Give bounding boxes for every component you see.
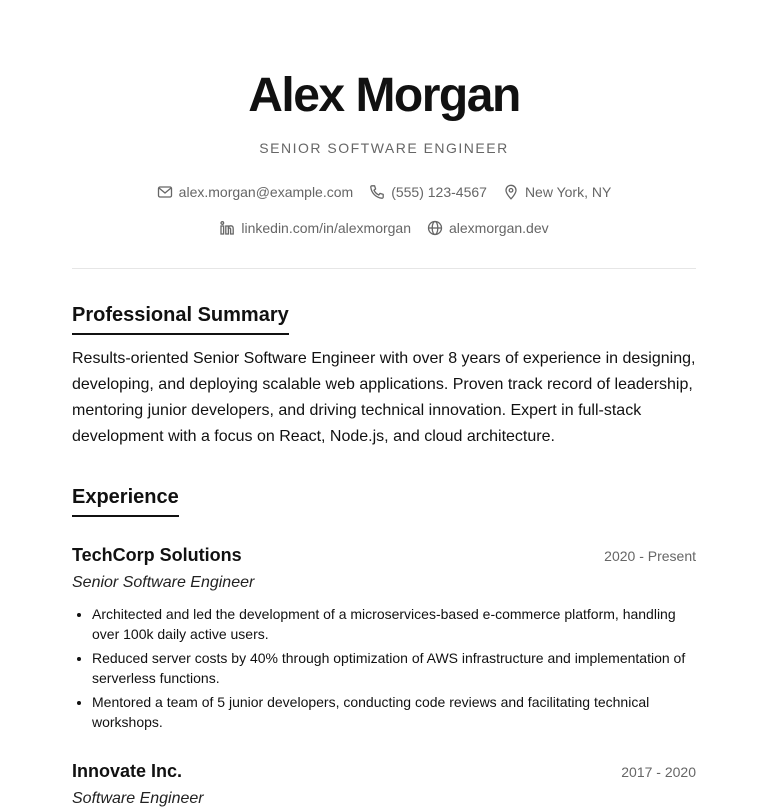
location-text: New York, NY: [524, 184, 612, 200]
linkedin-text: linkedin.com/in/alexmorgan: [241, 220, 411, 236]
job-header: [72, 543, 696, 567]
job-bullet: • Mentored a team of 5 junior developers, conducting code reviews and facilitating technical workshops.: [92, 692, 696, 732]
website-text: alexmorgan.dev: [449, 220, 549, 236]
summary-heading: Professional Summary: [72, 302, 289, 335]
job-bullet: • Reduced server costs by 40% through optimization of AWS infrastructure and implementation of serverless functions.: [92, 648, 696, 688]
contact-row-primary: [0, 182, 768, 202]
linkedin-icon: [219, 220, 235, 236]
email-text: alex.morgan@example.com: [178, 184, 354, 200]
linkedin-contact[interactable]: [219, 218, 411, 238]
phone-text: (555) 123-4567: [391, 184, 487, 200]
job-bullet: • Architected and led the development of a microservices-based e-commerce platform, handling over 100k daily active users.: [92, 604, 696, 644]
candidate-name: Alex Morgan: [248, 69, 520, 122]
globe-icon: [427, 220, 443, 236]
phone-contact[interactable]: [369, 182, 487, 202]
job-role: Software Engineer: [72, 790, 204, 807]
phone-icon: [369, 184, 385, 200]
header-divider: [72, 268, 696, 269]
summary-text: Results-oriented Senior Software Engineer with over 8 years of experience in designing, developing, and deploying scalable web applications. Proven track record of leadership, mentoring junior developers, and driving technical innovation. Expert in full-stack development with a focus on React, Node.js, and cloud architecture.: [72, 350, 696, 445]
company-name: Innovate Inc.: [72, 761, 183, 781]
location-contact: [503, 182, 611, 202]
company-name: TechCorp Solutions: [72, 545, 242, 565]
job-dates: 2020 - Present: [604, 548, 696, 564]
job-title: SENIOR SOFTWARE ENGINEER: [259, 140, 509, 156]
job-entry: [72, 543, 696, 736]
experience-heading: Experience: [72, 484, 179, 517]
mail-icon: [157, 184, 173, 200]
job-role: Senior Software Engineer: [72, 574, 255, 591]
contact-row-secondary: [0, 218, 768, 238]
website-contact[interactable]: [427, 218, 549, 238]
job-entry: [72, 759, 696, 810]
job-header: [72, 759, 696, 783]
resume-header: [0, 0, 768, 238]
job-dates: 2017 - 2020: [621, 764, 696, 780]
location-pin-icon: [503, 184, 519, 200]
job-bullets: [72, 604, 696, 732]
email-contact[interactable]: [157, 182, 354, 202]
